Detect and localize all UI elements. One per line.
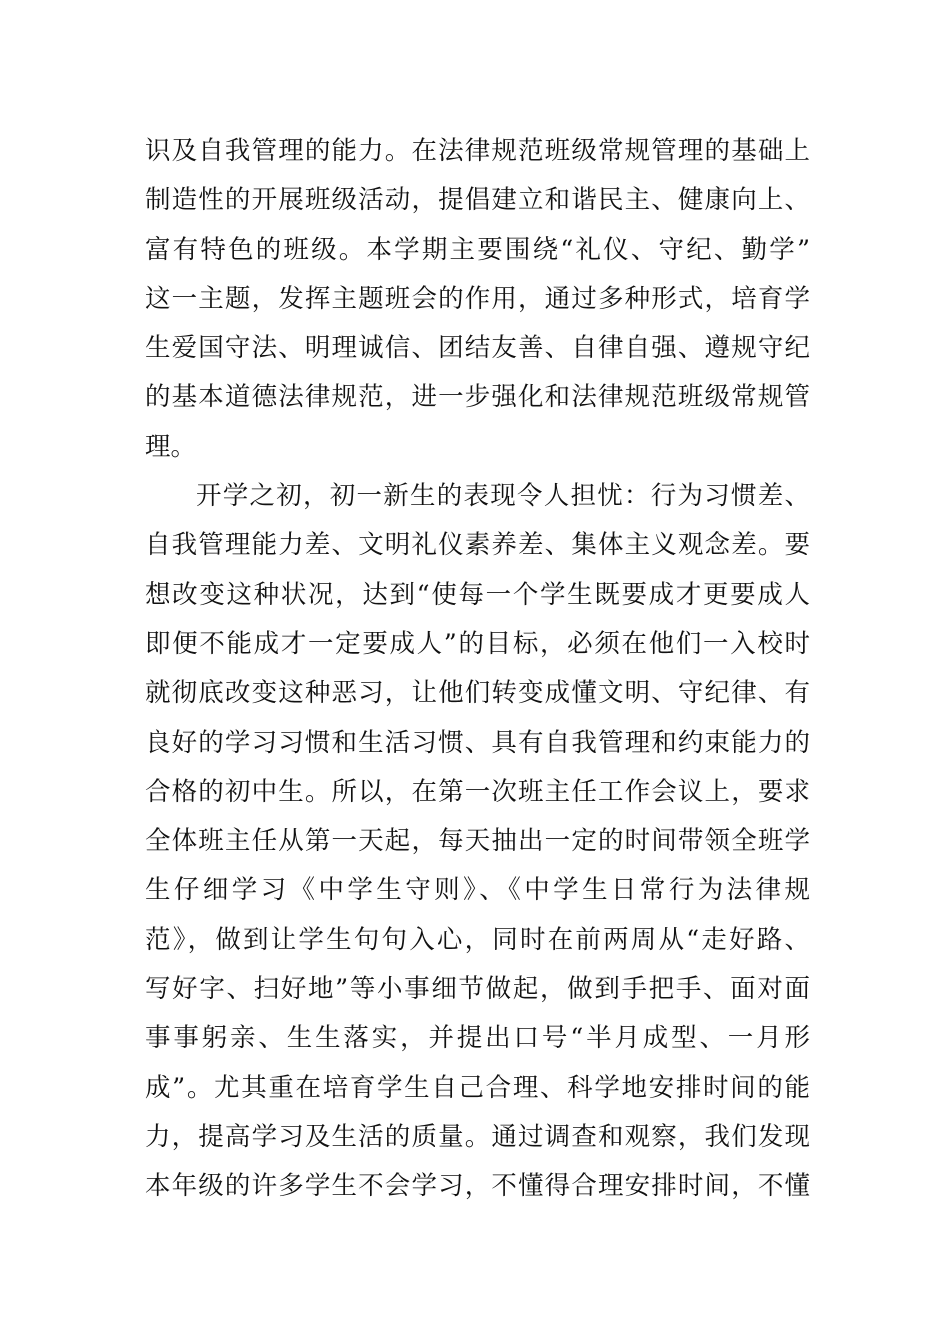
- text-line: 即便不能成才一定要成人”的目标，必须在他们一入校时: [145, 628, 810, 659]
- text-line: 富有特色的班级。本学期主要围绕“礼仪、守纪、勤学”: [145, 234, 810, 265]
- text-line: 力，提高学习及生活的质量。通过调查和观察，我们发现: [145, 1121, 810, 1152]
- text-line: 事事躬亲、生生落实，并提出口号“半月成型、一月形: [145, 1023, 810, 1054]
- text-line: 合格的初中生。所以，在第一次班主任工作会议上，要求: [145, 776, 810, 807]
- document-body: [145, 127, 810, 1212]
- text-line: 本年级的许多学生不会学习，不懂得合理安排时间，不懂: [145, 1171, 810, 1202]
- text-line: 成”。尤其重在培育学生自己合理、科学地安排时间的能: [145, 1072, 810, 1103]
- text-line: 写好字、扫好地”等小事细节做起，做到手把手、面对面: [145, 974, 810, 1005]
- text-line: 制造性的开展班级活动，提倡建立和谐民主、健康向上、: [145, 185, 810, 216]
- paragraph-first-line: 开学之初，初一新生的表现令人担忧：行为习惯差、: [196, 481, 810, 512]
- text-line: 范》，做到让学生句句入心，同时在前两周从“走好路、: [145, 924, 810, 955]
- text-line: 的基本道德法律规范，进一步强化和法律规范班级常规管: [145, 382, 810, 413]
- text-line: 识及自我管理的能力。在法律规范班级常规管理的基础上: [145, 136, 810, 166]
- text-line: 自我管理能力差、文明礼仪素养差、集体主义观念差。要: [145, 530, 810, 561]
- text-line: 生爱国守法、明理诚信、团结友善、自律自强、遵规守纪: [145, 333, 810, 364]
- text-line: 生仔细学习《中学生守则》、《中学生日常行为法律规: [145, 875, 810, 906]
- text-line: 全体班主任从第一天起，每天抽出一定的时间带领全班学: [145, 826, 810, 857]
- text-line: 想改变这种状况，达到“使每一个学生既要成才更要成人: [145, 579, 810, 610]
- text-line: 就彻底改变这种恶习，让他们转变成懂文明、守纪律、有: [145, 678, 810, 709]
- text-line: 理。: [145, 431, 197, 462]
- text-line: 良好的学习习惯和生活习惯、具有自我管理和约束能力的: [145, 727, 810, 758]
- text-line: 这一主题，发挥主题班会的作用，通过多种形式，培育学: [145, 283, 810, 314]
